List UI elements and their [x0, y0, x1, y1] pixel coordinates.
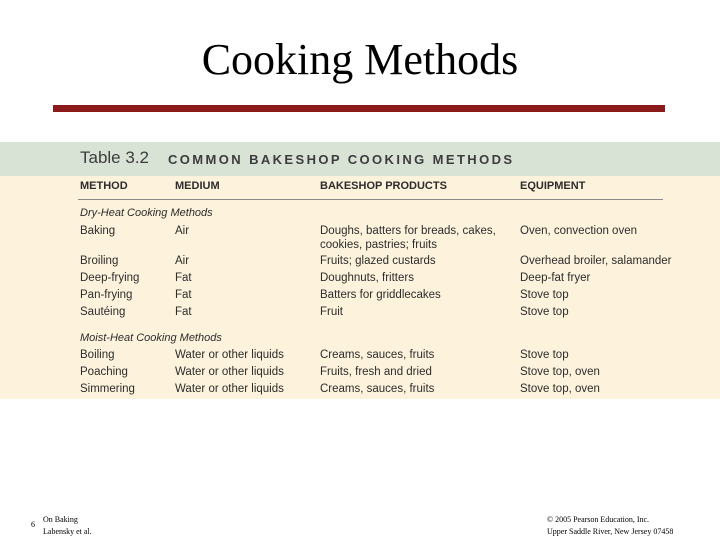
- footer-address-line: Upper Saddle River, New Jersey 07458: [547, 527, 674, 536]
- footer-copyright-line: © 2005 Pearson Education, Inc.: [547, 515, 650, 524]
- method-cell: Sautéing: [80, 306, 126, 318]
- footer-copyright: [547, 514, 673, 538]
- method-cell: Baking: [80, 225, 116, 237]
- products-cell: Creams, sauces, fruits: [320, 383, 435, 395]
- equipment-cell: Oven, convection oven: [520, 225, 637, 237]
- footer-authors: Labensky et al.: [43, 527, 92, 536]
- section-label-moist-heat: Moist-Heat Cooking Methods: [80, 332, 222, 344]
- medium-cell: Fat: [175, 272, 192, 284]
- equipment-cell: Stove top, oven: [520, 383, 600, 395]
- equipment-cell: Stove top: [520, 349, 569, 361]
- column-header-medium: MEDIUM: [175, 180, 220, 192]
- medium-cell: Water or other liquids: [175, 383, 284, 395]
- section-label-dry-heat: Dry-Heat Cooking Methods: [80, 207, 213, 219]
- products-cell: Doughs, batters for breads, cakes, cookies, pastries; fruits: [320, 225, 496, 251]
- equipment-cell: Stove top: [520, 289, 569, 301]
- column-headers: [0, 180, 720, 200]
- table-number: Table 3.2: [80, 148, 149, 167]
- slide-title: Cooking Methods: [201, 35, 519, 84]
- method-cell: Poaching: [80, 366, 128, 378]
- method-cell: Deep-frying: [80, 272, 140, 284]
- title-divider: [53, 105, 665, 112]
- products-cell: Fruit: [320, 306, 343, 318]
- medium-cell: Fat: [175, 306, 192, 318]
- column-header-products: BAKESHOP PRODUCTS: [320, 180, 447, 192]
- method-cell: Boiling: [80, 349, 115, 361]
- column-header-equipment: EQUIPMENT: [520, 180, 586, 192]
- equipment-cell: Overhead broiler, salamander: [520, 255, 672, 267]
- column-header-method: METHOD: [80, 180, 128, 192]
- method-cell: Simmering: [80, 383, 135, 395]
- products-cell: Batters for griddlecakes: [320, 289, 441, 301]
- medium-cell: Water or other liquids: [175, 349, 284, 361]
- medium-cell: Fat: [175, 289, 192, 301]
- products-cell: Doughnuts, fritters: [320, 272, 414, 284]
- medium-cell: Air: [175, 255, 190, 267]
- equipment-cell: Deep-fat fryer: [520, 272, 591, 284]
- header-divider: [78, 199, 663, 200]
- method-cell: Pan-frying: [80, 289, 133, 301]
- table-title: COMMON BAKESHOP COOKING METHODS: [168, 152, 515, 167]
- medium-cell: Air: [175, 225, 190, 237]
- page-number: 6: [31, 520, 35, 529]
- footer-book-title: On Baking: [43, 515, 78, 524]
- table-header-bar: [0, 142, 720, 176]
- equipment-cell: Stove top, oven: [520, 366, 600, 378]
- products-cell: Fruits; glazed custards: [320, 255, 436, 267]
- medium-cell: Water or other liquids: [175, 366, 284, 378]
- equipment-cell: Stove top: [520, 306, 569, 318]
- footer-book-credit: [43, 514, 92, 538]
- method-cell: Broiling: [80, 255, 119, 267]
- products-cell: Creams, sauces, fruits: [320, 349, 435, 361]
- products-cell: Fruits, fresh and dried: [320, 366, 432, 378]
- cooking-methods-table: [0, 142, 720, 399]
